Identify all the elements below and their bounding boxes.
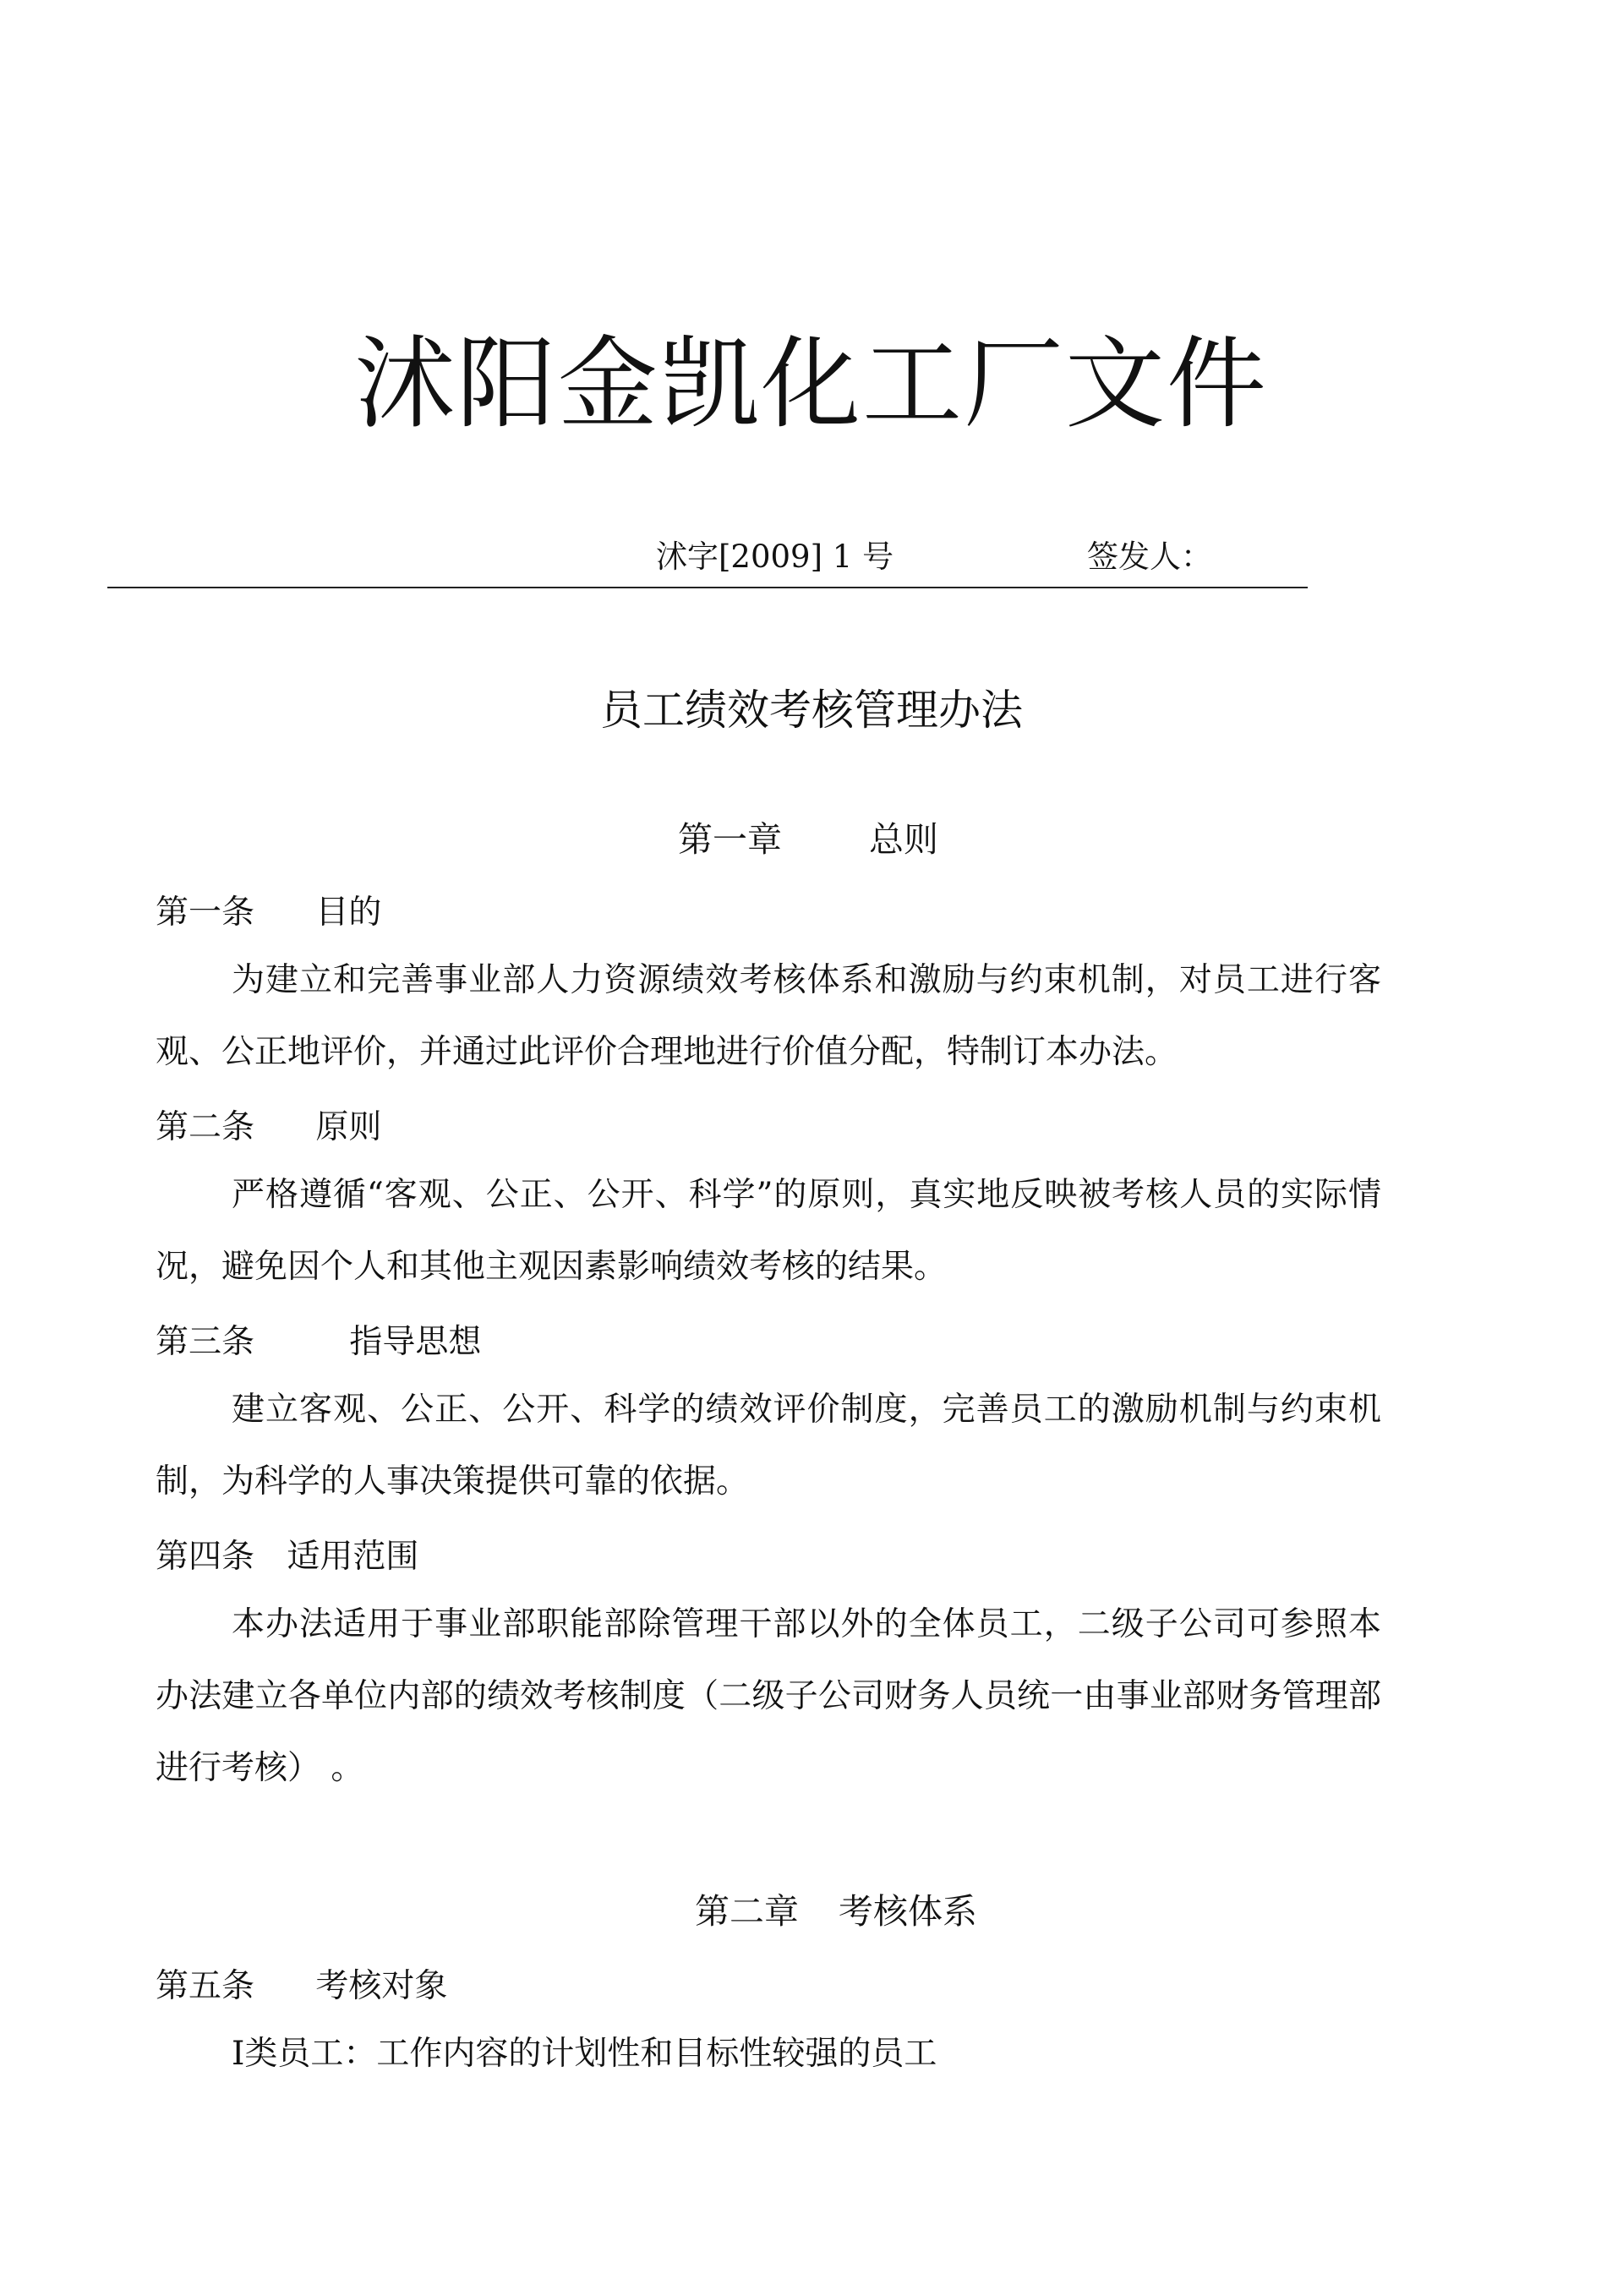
article-2-text: 严格遵循“客观、公正、公开、科学”的原则，真实地反映被考核人员的实际情况，避免因个人和其他主观因素影响绩效考核的结果。 <box>156 1176 1381 1286</box>
article-number: 第三条 <box>156 1323 255 1361</box>
signer-label: 签发人： <box>1087 538 1212 575</box>
article-label: 适用范围 <box>287 1538 419 1576</box>
chapter-title: 总则 <box>869 819 939 860</box>
document-header-title: 沭阳金凯化工厂文件 <box>354 325 1268 442</box>
article-4-text: 本办法适用于事业部职能部除管理干部以外的全体员工，二级子公司可参照本办法建立各单位内部的绩效考核制度（二级子公司财务人员统一由事业部财务管理部进行考核） 。 <box>156 1605 1381 1787</box>
header-divider <box>107 587 1308 588</box>
article-number: 第一条 <box>156 894 255 932</box>
article-number: 第五条 <box>156 1967 255 2005</box>
article-1-text: 为建立和完善事业部人力资源绩效考核体系和激励与约束机制，对员工进行客观、公正地评价，并通过此评价合理地进行价值分配，特制订本办法。 <box>156 961 1381 1071</box>
chapter-1-heading <box>678 812 938 861</box>
chapter-number: 第二章 <box>695 1891 799 1932</box>
article-4-heading <box>156 1530 418 1577</box>
chapter-number: 第一章 <box>678 819 782 860</box>
article-3-heading <box>156 1315 481 1363</box>
article-2-heading <box>156 1101 381 1148</box>
article-label: 指导思想 <box>349 1323 482 1361</box>
document-title: 员工绩效考核管理办法 <box>600 686 1023 735</box>
article-label: 目的 <box>315 894 382 932</box>
article-5-heading <box>156 1960 447 2007</box>
article-1-heading <box>156 886 381 933</box>
chapter-2-heading <box>695 1883 977 1933</box>
article-5-text: Ⅰ类员工：工作内容的计划性和目标性较强的员工 <box>232 2035 937 2073</box>
article-number: 第四条 <box>156 1538 255 1576</box>
article-label: 原则 <box>315 1108 382 1146</box>
article-number: 第二条 <box>156 1108 255 1146</box>
article-3-text: 建立客观、公正、公开、科学的绩效评价制度，完善员工的激励机制与约束机制，为科学的人事决策提供可靠的依据。 <box>156 1391 1381 1501</box>
article-label: 考核对象 <box>315 1967 448 2005</box>
document-number: 沭字[2009] 1 号 <box>656 538 894 575</box>
chapter-title: 考核体系 <box>839 1891 978 1932</box>
